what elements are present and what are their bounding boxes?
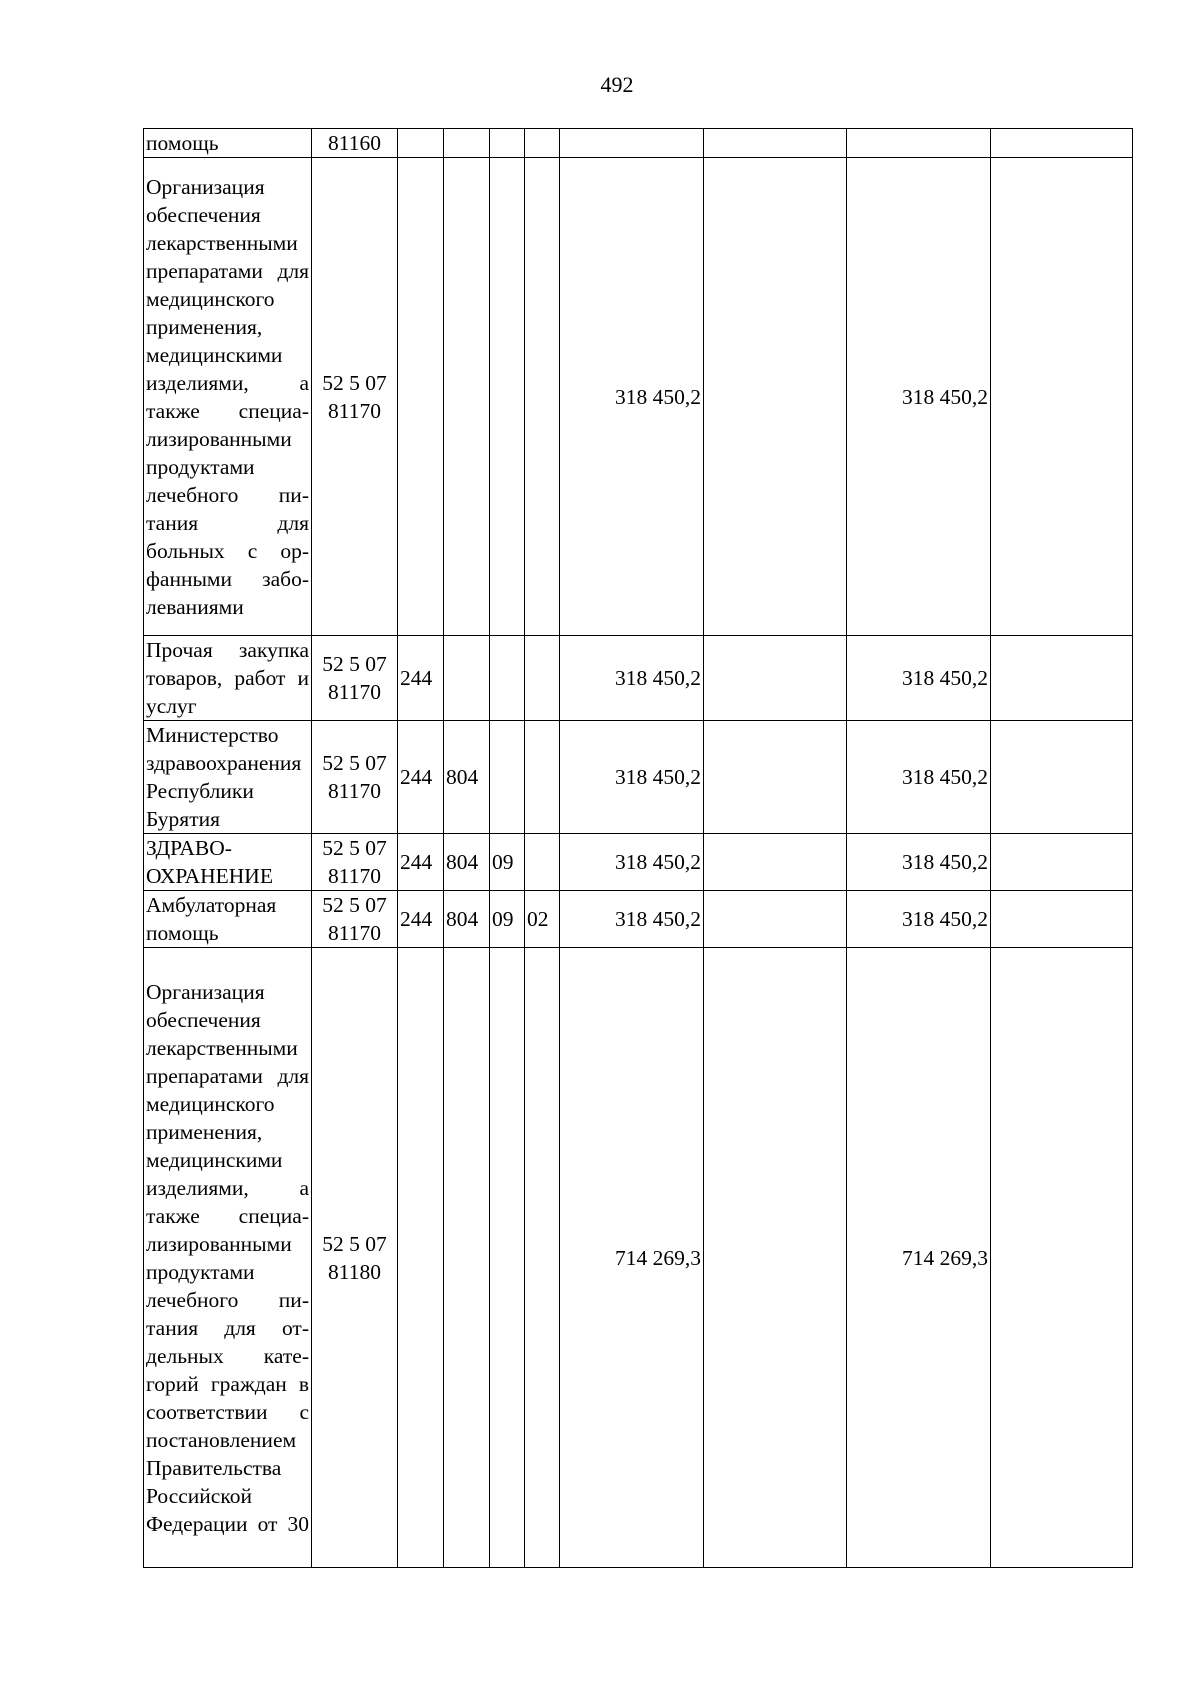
row-sum-2 (704, 891, 847, 948)
row-vr: 244 (398, 721, 444, 834)
row-sum-3: 318 450,2 (847, 891, 991, 948)
row-rz (490, 948, 525, 1568)
row-rz (490, 636, 525, 721)
row-sum-2 (704, 129, 847, 158)
row-vr (398, 129, 444, 158)
row-name: ЗДРАВООХРАНЕНИЕ (144, 834, 312, 891)
row-rz (490, 129, 525, 158)
row-grbs (444, 129, 490, 158)
row-code: 52 5 07 81170 (312, 891, 398, 948)
row-sum-4 (991, 834, 1133, 891)
row-rz: 09 (490, 891, 525, 948)
row-code: 52 5 07 81170 (312, 158, 398, 636)
row-sum-1 (560, 129, 704, 158)
table-row (144, 948, 1133, 1568)
row-pr (525, 834, 560, 891)
row-sum-2 (704, 948, 847, 1568)
row-sum-2 (704, 721, 847, 834)
row-code: 52 5 07 81170 (312, 636, 398, 721)
row-sum-4 (991, 721, 1133, 834)
page-number: 492 (600, 72, 634, 97)
row-sum-4 (991, 948, 1133, 1568)
row-vr: 244 (398, 636, 444, 721)
row-vr: 244 (398, 834, 444, 891)
row-sum-3: 318 450,2 (847, 158, 991, 636)
row-sum-1: 318 450,2 (560, 636, 704, 721)
row-pr (525, 948, 560, 1568)
row-sum-4 (991, 158, 1133, 636)
row-grbs: 804 (444, 721, 490, 834)
row-code: 81160 (312, 129, 398, 158)
row-rz (490, 158, 525, 636)
row-code: 52 5 07 81170 (312, 721, 398, 834)
row-grbs (444, 948, 490, 1568)
row-sum-1: 318 450,2 (560, 891, 704, 948)
row-pr (525, 721, 560, 834)
row-rz: 09 (490, 834, 525, 891)
row-sum-2 (704, 636, 847, 721)
row-sum-2 (704, 834, 847, 891)
row-sum-4 (991, 129, 1133, 158)
row-name: Организация обеспечения лекарственными препаратами для медицинского применения, медицинскими изделиями, а также специализированными продуктами лечебного питания для больных с орфанными заболеваниями (144, 158, 312, 636)
row-grbs: 804 (444, 891, 490, 948)
row-pr (525, 636, 560, 721)
table-row (144, 636, 1133, 721)
row-sum-4 (991, 636, 1133, 721)
row-sum-3: 714 269,3 (847, 948, 991, 1568)
row-vr (398, 158, 444, 636)
row-vr (398, 948, 444, 1568)
row-sum-2 (704, 158, 847, 636)
row-grbs: 804 (444, 834, 490, 891)
row-name: Организация обеспечения лекарственными препаратами для медицинского применения, медицинскими изделиями, а также специализированными продуктами лечебного питания для отдельных категорий граждан в соответствии с постановлением Правительства Российской Федерации от 30 (144, 948, 312, 1568)
row-grbs (444, 636, 490, 721)
row-sum-3: 318 450,2 (847, 636, 991, 721)
row-sum-3: 318 450,2 (847, 834, 991, 891)
row-pr: 02 (525, 891, 560, 948)
row-code: 52 5 07 81180 (312, 948, 398, 1568)
row-sum-1: 318 450,2 (560, 158, 704, 636)
row-sum-3: 318 450,2 (847, 721, 991, 834)
row-sum-1: 714 269,3 (560, 948, 704, 1568)
row-pr (525, 158, 560, 636)
row-sum-4 (991, 891, 1133, 948)
row-name: Амбулаторная помощь (144, 891, 312, 948)
budget-table (143, 128, 1133, 1568)
table-row (144, 721, 1133, 834)
table-row (144, 129, 1133, 158)
row-pr (525, 129, 560, 158)
table-row (144, 834, 1133, 891)
table-row (144, 158, 1133, 636)
row-grbs (444, 158, 490, 636)
row-sum-3 (847, 129, 991, 158)
row-name: помощь (144, 129, 312, 158)
table-row (144, 891, 1133, 948)
row-name: Прочая закупка товаров, работ и услуг (144, 636, 312, 721)
row-sum-1: 318 450,2 (560, 721, 704, 834)
row-sum-1: 318 450,2 (560, 834, 704, 891)
row-name: Министерство здравоохранения Республики Бурятия (144, 721, 312, 834)
row-rz (490, 721, 525, 834)
row-code: 52 5 07 81170 (312, 834, 398, 891)
row-vr: 244 (398, 891, 444, 948)
